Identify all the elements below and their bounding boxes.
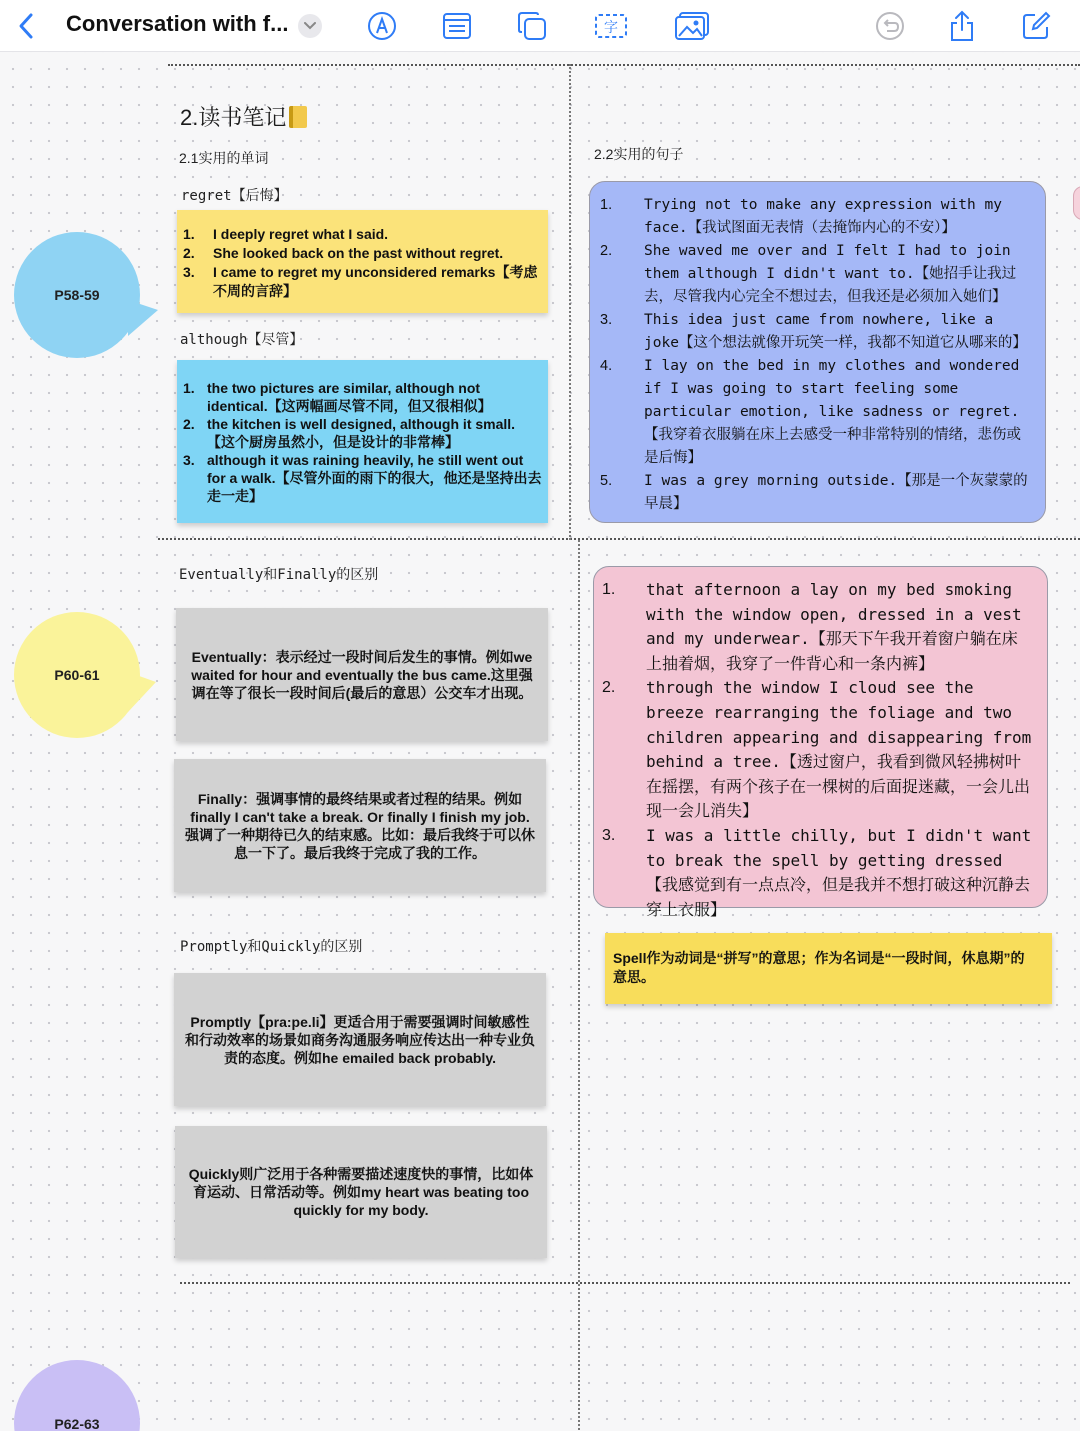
separator-bottom [180,1282,1070,1284]
although-note[interactable] [177,360,548,523]
bubble-tail [128,300,158,336]
separator-vertical-lower [578,540,580,1430]
promptly-heading: Promptly和Quickly的区别 [180,939,363,955]
svg-text:字: 字 [604,20,618,36]
words-heading: 2.1实用的单词 [179,150,269,166]
toolbar [0,0,1080,52]
page-bubble-label: P62-63 [54,1416,100,1431]
page-bubble-label: P60-61 [54,667,100,683]
list-item: 3. I was a little chilly, but I didn't want to break the spell by getting dressed【我感觉到有一点点冷，但是我并不想打破这种沉静去穿上衣服】 [602,825,1032,919]
list-item: 1. Trying not to make any expression with my face.【我试图面无表情（去掩饰内心的不安）】 [600,197,1002,236]
separator-vertical-upper [569,64,571,540]
page-bubble-p60[interactable] [14,612,140,738]
document-title[interactable]: Conversation with f... [66,11,289,36]
separator-top [168,64,1080,66]
page-bubble-p58[interactable] [14,232,140,358]
section-title-text: 2.读书笔记 [180,105,287,130]
chevron-down-icon[interactable] [298,14,322,38]
finally-note[interactable] [174,759,546,892]
list-item: 5. I was a grey morning outside.【那是一个灰蒙蒙的早晨】 [600,473,1028,512]
offscreen-shape [1073,186,1080,220]
image-icon[interactable] [674,8,710,44]
quickly-note[interactable] [175,1126,547,1258]
promptly-text: Promptly【pra:pe.li】更适合用于需要强调时间敏感性和行动效率的场景如商务沟通服务响应传达出一种专业负责的态度。例如he emailed back probably. [185,1013,535,1066]
page-bubble-label: P58-59 [54,287,100,303]
spell-text: Spell作为动词是“拼写”的意思；作为名词是“一段时间，休息期”的意思。 [613,950,1025,985]
share-icon[interactable] [944,8,980,44]
list-item: 1. the two pictures are similar, although not identical.【这两幅画尽管不同，但又很相似】 [183,380,492,414]
list-item: 2. She waved me over and I felt I had to join them although I didn't want to.【她招手让我过去，尽管我内心完全不想过去，但我还是必须加入她们】 [600,243,1017,305]
regret-label: regret【后悔】 [181,188,288,204]
list-item: 1. I deeply regret what I said. [183,226,389,242]
list-item: 3. I came to regret my unconsidered remarks【考虑不周的言辞】 [183,264,538,299]
notes-icon[interactable] [439,8,475,44]
separator-middle [158,538,1080,540]
regret-note[interactable] [177,210,548,313]
quickly-text: Quickly则广泛用于各种需要描述速度快的事情，比如体育运动、日常活动等。例如my heart was beating too quickly for my body. [188,1166,534,1218]
promptly-note[interactable] [174,973,546,1106]
compose-icon[interactable] [1018,8,1054,44]
notebook-icon [289,106,307,128]
eventually-text: Eventually：表示经过一段时间后发生的事情。例如we waited for hour and eventually the bus came.这里强调在等了很长一段时间后(最后的意思）公交车才出现。 [191,648,533,701]
list-item: 4. I lay on the bed in my clothes and wondered if I was going to start feeling some particular emotion, like sadness or regret.【我穿着衣服躺在床上去感受一种非常特别的情绪，悲伤或是后悔】 [600,358,1021,466]
passage-box[interactable] [593,566,1048,919]
section-title [180,101,307,132]
although-label: although【尽管】 [180,332,304,348]
sentences-box[interactable] [589,181,1046,523]
list-item: 1. that afternoon a lay on my bed smoking with the window open, dressed in a vest and my underwear.【那天下午我开着窗户躺在床上抽着烟，我穿了一件背心和一条内裤】 [602,580,1022,673]
chevron-left-icon[interactable] [8,8,44,44]
list-item: 2. the kitchen is well designed, although it small.【这个厨房虽然小，但是设计的非常棒】 [183,416,516,450]
pen-icon[interactable] [364,8,400,44]
sentences-heading: 2.2实用的句子 [594,146,684,162]
list-item: 2. She looked back on the past without regret. [183,245,504,261]
bubble-tail [128,672,156,712]
list-item: 3. although it was raining heavily, he still went out for a walk.【尽管外面的雨下的很大，他还是坚持出去走一走】 [183,452,542,504]
copy-icon[interactable] [514,8,550,44]
finally-text: Finally：强调事情的最终结果或者过程的结果。例如finally I can't take a break. Or finally I finish my job.强调了一种期待已久的结束感。比如：最后我终于可以休息一下了。最后我终于完成了我的工作。 [185,790,535,861]
spell-note[interactable] [605,933,1052,1004]
list-item: 2. through the window I cloud see the breeze rearranging the foliage and two children appearing and disappearing from behind a tree.【透过窗户，我看到微风轻拂树叶在摇摆，有两个孩子在一棵树的后面捉迷藏，一会儿出现一会儿消失】 [602,678,1032,821]
undo-icon[interactable] [872,8,908,44]
text-icon[interactable] [593,8,629,44]
eventually-heading: Eventually和Finally的区别 [179,567,379,583]
list-item: 3. This idea just came from nowhere, like a joke【这个想法就像开玩笑一样，我都不知道它从哪来的】 [600,312,1027,351]
page-bubble-p62[interactable] [14,1360,140,1431]
eventually-note[interactable] [176,608,548,741]
